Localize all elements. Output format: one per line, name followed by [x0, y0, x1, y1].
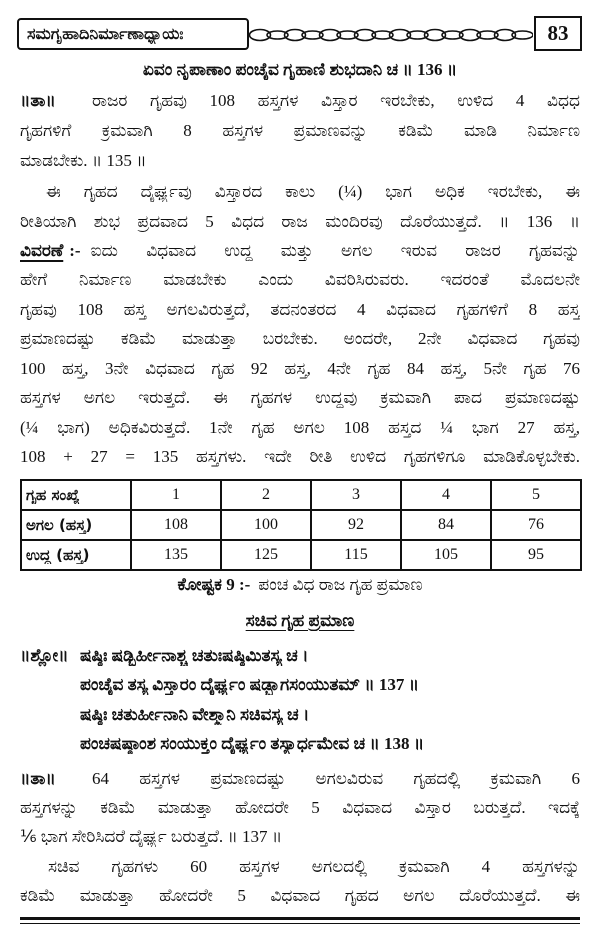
text-line — [20, 295, 580, 325]
meaning-paragraph-1 — [20, 86, 580, 176]
shloka-label: ॥ಶ್ಲೋ॥ — [20, 645, 69, 665]
line-text: ಷಷ್ಠಿಃ ಚತುರ್ಹೀನಾನಿ ವೇಶ್ಮಾನಿ ಸಚಿವಸ್ಯ ಚ । — [80, 704, 310, 724]
table-cell: 135 — [131, 540, 221, 570]
shloka-lines — [80, 641, 580, 759]
meaning-label: ॥ತಾ॥ — [20, 768, 56, 788]
page-number: 83 — [547, 21, 569, 45]
text-line — [20, 384, 580, 414]
line-text: ಈ ಗೃಹದ ದೈರ್ಘ್ಯವು ವಿಸ್ತಾರದ ಕಾಲು (¼) ಭಾಗ ಅಧಿಕ ಇರಬೇಕು, ಈ — [46, 182, 580, 201]
text-line — [20, 793, 580, 822]
table-cell: 2 — [221, 480, 311, 510]
house-size-table — [20, 479, 580, 571]
line-text: 100 ಹಸ್ತ, 3ನೇ ವಿಧವಾದ ಗೃಹ 92 ಹಸ್ತ, 4ನೇ ಗೃಹ 84 ಹಸ್ತ, 5ನೇ ಗೃಹ 76 — [20, 358, 580, 378]
caption-text: ಪಂಚ ವಿಧ ರಾಜ ಗೃಹ ಪ್ರಮಾಣ — [258, 575, 423, 594]
row-label-cell — [21, 510, 131, 540]
table-cell: 92 — [311, 510, 401, 540]
caption-label: ಕೋಷ್ಟಕ 9 :- — [177, 575, 251, 594]
line-text: ಷಷ್ಠಿಃ ಷಡ್ಭಿರ್ಹೀನಾಶ್ಚ ಚತುಃಷಷ್ಠಿಮಿತಸ್ಯ ಚ । — [80, 645, 309, 665]
shloka-line — [80, 671, 580, 701]
chain-ornament — [249, 25, 533, 45]
line-text: ಪಂಚಷಷ್ಠಾಂಶ ಸಂಯುಕ್ತಂ ದೈರ್ಘ್ಯಂ ತಸ್ಯಾರ್ಧಮೇವ ಚ ॥ 138 ॥ — [80, 734, 425, 754]
line-text: ಪ್ರಮಾಣದಷ್ಟು ಕಡಿಮೆ ಮಾಡುತ್ತಾ ಬರಬೇಕು. ಅಂದರೇ, 2ನೇ ವಿಧವಾದ ಗೃಹವು — [20, 329, 580, 349]
chapter-title: ಸಮಗೃಹಾದಿನಿರ್ಮಾಣಾಧ್ಯಾಯಃ — [27, 24, 184, 43]
line-text: ಐದು ವಿಧವಾದ ಉದ್ದ ಮತ್ತು ಅಗಲ ಇರುವ ರಾಜರ ಗೃಹವನ್ನು — [90, 240, 580, 260]
table-cell: 3 — [311, 480, 401, 510]
line-text: ರಾಜರ ಗೃಹವು 108 ಹಸ್ತಗಳ ವಿಸ್ತಾರ ಇರಬೇಕು, ಉಳಿದ 4 ವಿಧಧ — [92, 91, 580, 110]
line-text: ಹಸ್ತಗಳ ಅಗಲ ಇರುತ್ತದೆ. ಈ ಗೃಹಗಳ ಉದ್ದವು ಕ್ರಮವಾಗಿ ಪಾದ ಪ್ರಮಾಣದಷ್ಟು — [20, 388, 580, 408]
line-text: ಮಾಡಬೇಕು. ॥ 135 ॥ — [20, 151, 147, 170]
caption-line — [20, 570, 580, 600]
line-text: ಹಸ್ತಗಳನ್ನು ಕಡಿಮೆ ಮಾಡುತ್ತಾ ಹೋದರೇ 5 ವಿಧವಾದ ವಿಸ್ತಾರ ಬರುತ್ತದೆ. ಇದಕ್ಕೆ — [20, 797, 580, 817]
table-cell: 76 — [491, 510, 581, 540]
section-heading-text: ಸಚಿವ ಗೃಹ ಪ್ರಮಾಣ — [245, 611, 355, 630]
text-line — [20, 325, 580, 355]
row-label: ಗೃಹ ಸಂಖ್ಯೆ — [26, 486, 80, 504]
shloka-line — [80, 700, 580, 730]
table-row — [21, 510, 581, 540]
text-line — [20, 822, 580, 851]
explanation-paragraph — [20, 236, 580, 472]
table-cell: 108 — [131, 510, 221, 540]
text-line — [20, 881, 580, 910]
table-cell: 4 — [401, 480, 491, 510]
table-cell: 105 — [401, 540, 491, 570]
section-heading-block — [20, 606, 580, 636]
shloka-block — [20, 641, 580, 759]
meaning-paragraph-4 — [20, 852, 580, 910]
line-text: ಹೇಗೆ ನಿರ್ಮಾಣ ಮಾಡಬೇಕು ಎಂದು ವಿವರಿಸಿರುವರು. ಇದರಂತೆ ಮೊದಲನೇ — [20, 270, 580, 290]
shloka-line — [80, 641, 580, 671]
line-text: 64 ಹಸ್ತಗಳ ಪ್ರಮಾಣದಷ್ಟು ಅಗಲವಿರುವ ಗೃಹದಲ್ಲಿ ಕ್ರಮವಾಗಿ 6 — [92, 768, 580, 788]
text-line — [20, 413, 580, 443]
footer-rule-thin — [20, 923, 580, 924]
line-text: (¼ ಭಾಗ) ಅಧಿಕವಿರುತ್ತದೆ. 1ನೇ ಗೃಹ ಅಗಲ 108 ಹಸ್ತದ ¼ ಭಾಗ 27 ಹಸ್ತ, — [20, 417, 580, 437]
row-label: ಅಗಲ (ಹಸ್ತ) — [26, 516, 93, 534]
table-caption — [20, 570, 580, 600]
text-line — [20, 852, 580, 881]
table-cell: 95 — [491, 540, 581, 570]
line-text: ಪಂಚೈವ ತಸ್ಯ ವಿಸ್ತಾರಂ ದೈರ್ಘ್ಯಂ ಷಡ್ಭಾಗಸಂಯುತಮ್ ॥ 137 ॥ — [80, 675, 419, 695]
text-line — [20, 266, 580, 296]
meaning-paragraph-3 — [20, 764, 580, 851]
verse-136 — [20, 55, 580, 85]
row-label-cell — [21, 480, 131, 510]
shloka-line — [80, 730, 580, 760]
row-label: ಉದ್ದ (ಹಸ್ತ) — [26, 546, 90, 564]
chapter-title-box — [17, 18, 249, 50]
line-text: ⅙ ಭಾಗ ಸೇರಿಸಿದರೆ ದೈರ್ಘ್ಯ ಬರುತ್ತದೆ. ॥ 137 ॥ — [20, 826, 283, 846]
verse-text: ಏವಂ ನೃಪಾಣಾಂ ಪಂಚೈವ ಗೃಹಾಣಿ ಶುಭದಾನಿ ಚ ॥ 136 ॥ — [142, 60, 458, 79]
line-text: ಗೃಹವು 108 ಹಸ್ತ ಅಗಲವಿರುತ್ತದೆ, ತದನಂತರದ 4 ವಿಧವಾದ ಗೃಹಗಳಿಗೆ 8 ಹಸ್ತ — [20, 299, 580, 319]
text-line — [20, 443, 580, 473]
line-text: ಕಡಿಮೆ ಮಾಡುತ್ತಾ ಹೋದರೇ 5 ವಿಧವಾದ ಗೃಹದ ಅಗಲ ದೊರೆಯುತ್ತದೆ. ಈ — [20, 885, 580, 905]
text-line — [20, 764, 580, 793]
table-cell: 84 — [401, 510, 491, 540]
text-line — [20, 116, 580, 146]
text-line — [20, 354, 580, 384]
table-cell: 125 — [221, 540, 311, 570]
verse-line — [20, 55, 580, 85]
section-heading — [20, 611, 580, 631]
line-text: ಗೃಹಗಳಿಗೆ ಕ್ರಮವಾಗಿ 8 ಹಸ್ತಗಳ ಪ್ರಮಾಣವನ್ನು ಕಡಿಮೆ ಮಾಡಿ ನಿರ್ಮಾಣ — [20, 121, 580, 140]
text-line — [20, 86, 580, 116]
table — [20, 479, 582, 571]
heading-line — [20, 606, 580, 636]
explanation-separator: :- — [69, 240, 81, 260]
footer-rule-thick — [20, 917, 580, 920]
text-line — [20, 207, 580, 237]
explanation-label: ವಿವರಣೆ — [20, 240, 64, 260]
table-cell: 115 — [311, 540, 401, 570]
meaning-paragraph-2 — [20, 177, 580, 237]
page-number-box — [534, 16, 582, 51]
table-header-row — [21, 480, 581, 510]
table-cell: 100 — [221, 510, 311, 540]
text-line — [20, 177, 580, 207]
row-label-cell — [21, 540, 131, 570]
text-line — [20, 236, 580, 266]
table-cell: 5 — [491, 480, 581, 510]
table-row — [21, 540, 581, 570]
meaning-label: ॥ತಾ॥ — [20, 91, 56, 110]
line-text: 108 + 27 = 135 ಹಸ್ತಗಳು. ಇದೇ ರೀತಿ ಉಳಿದ ಗೃಹಗಳಿಗೂ ಮಾಡಿಕೊಳ್ಳಬೇಕು. — [20, 447, 580, 467]
line-text: ಸಚಿವ ಗೃಹಗಳು 60 ಹಸ್ತಗಳ ಅಗಲದಲ್ಲಿ ಕ್ರಮವಾಗಿ 4 ಹಸ್ತಗಳನ್ನು — [48, 856, 580, 876]
text-line — [20, 146, 580, 176]
line-text: ರೀತಿಯಾಗಿ ಶುಭ ಪ್ರದವಾದ 5 ವಿಧದ ರಾಜ ಮಂದಿರವು ದೊರೆಯುತ್ತದೆ. ॥ 136 ॥ — [20, 212, 580, 231]
table-cell: 1 — [131, 480, 221, 510]
